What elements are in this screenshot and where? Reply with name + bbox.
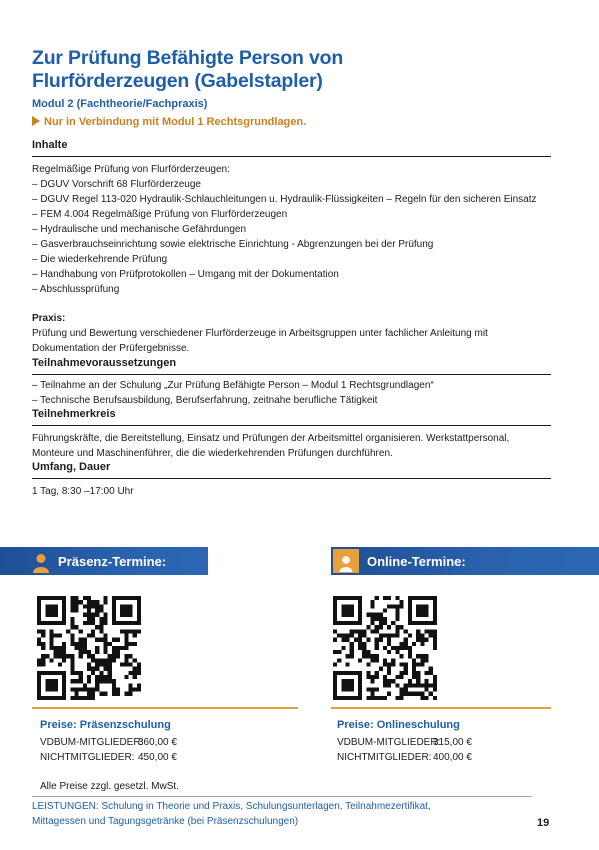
praxis-label: Praxis: [32, 313, 66, 324]
person-icon [333, 549, 359, 573]
prerequisite-note-text: Nur in Verbindung mit Modul 1 Rechtsgrundlagen. [44, 116, 307, 128]
list-item: – Hydraulische und mechanische Gefährdungen [32, 224, 247, 235]
section-divider [32, 425, 551, 426]
online-termine-label: Online-Termine: [367, 553, 466, 569]
praesenz-termine-banner [0, 547, 208, 575]
price-label: NICHTMITGLIEDER: [40, 752, 135, 763]
list-item: – Die wiederkehrende Prüfung [32, 254, 168, 265]
triangle-arrow-icon [32, 116, 40, 126]
page-number: 19 [537, 817, 550, 829]
price-label: NICHTMITGLIEDER: [337, 752, 432, 763]
price-heading-online: Preise: Onlineschulung [337, 719, 460, 731]
umfang-text: 1 Tag, 8:30 –17:00 Uhr [32, 486, 134, 497]
title-line-2: Flurförderzeugen (Gabelstapler) [32, 70, 323, 92]
list-item: – Technische Berufsausbildung, Berufserfahrung, zeitnahe berufliche Tätigkeit [32, 395, 378, 406]
praxis-text: Prüfung und Bewertung verschiedener Flurförderzeuge in Arbeitsgruppen unter fachlicher Anleitung mit Dokumentation der Prüfergebnisse. [32, 328, 488, 354]
price-value: 360,00 € [138, 737, 177, 748]
list-item: – Gasverbrauchseinrichtung sowie elektrische Einrichtung - Abgrenzungen bei der Prüfung [32, 239, 434, 250]
price-row-nonmember [337, 752, 557, 763]
person-icon [32, 549, 50, 573]
leistungen-line-1: LEISTUNGEN: Schulung in Theorie und Praxis, Schulungsunterlagen, Teilnahmezertifikat, [32, 801, 431, 812]
price-label: VDBUM-MITGLIEDER: [337, 737, 441, 748]
page-title [32, 47, 572, 93]
price-row-nonmember [40, 752, 290, 763]
online-termine-qr-code[interactable] [333, 596, 437, 700]
section-divider [32, 156, 551, 157]
list-item: – DGUV Vorschrift 68 Flurförderzeuge [32, 179, 201, 190]
price-divider [331, 707, 551, 709]
prerequisite-note [32, 116, 306, 128]
price-row-member [337, 737, 557, 748]
praesenz-termine-label: Präsenz-Termine: [58, 553, 167, 569]
title-line-1: Zur Prüfung Befähigte Person von [32, 47, 344, 69]
section-heading-umfang: Umfang, Dauer [32, 461, 111, 473]
leistungen-line-2: Mittagessen und Tagungsgetränke (bei Präsenzschulungen) [32, 816, 299, 827]
praxis-block [32, 311, 552, 356]
vat-note: Alle Preise zzgl. gesetzl. MwSt. [40, 781, 179, 792]
price-value: 450,00 € [138, 752, 177, 763]
teilnehmerkreis-text: Führungskräfte, die Bereitstellung, Einsatz und Prüfungen der Arbeitsmittel organisieren. Werkstattpersonal, Monteure und Maschinenführer, die die wiederkehrenden Prüfungen durchführen. [32, 433, 510, 459]
section-heading-inhalte: Inhalte [32, 139, 68, 151]
praesenz-termine-qr-code[interactable] [37, 596, 141, 700]
list-item: – FEM 4.004 Regelmäßige Prüfung von Flurförderzeugen [32, 209, 288, 220]
section-divider [32, 374, 551, 375]
list-item: – DGUV Regel 113-020 Hydraulik-Schlauchleitungen u. Hydraulik-Flüssigkeiten – Regeln für den sicheren Einsatz [32, 194, 537, 205]
price-value: 400,00 € [433, 752, 472, 763]
price-divider [32, 707, 298, 709]
list-item: – Teilnahme an der Schulung „Zur Prüfung Befähigte Person – Modul 1 Rechtsgrundlagen“ [32, 380, 434, 391]
list-item: – Handhabung von Prüfprotokollen – Umgang mit der Dokumentation [32, 269, 339, 280]
section-heading-teilnahmevoraussetzungen: Teilnahmevoraussetzungen [32, 357, 177, 369]
list-item: Regelmäßige Prüfung von Flurförderzeugen: [32, 164, 230, 175]
price-label: VDBUM-MITGLIEDER: [40, 737, 144, 748]
inhalte-list [32, 162, 552, 297]
price-heading-praesenz: Preise: Präsenzschulung [40, 719, 171, 731]
teilnahme-list [32, 378, 552, 408]
section-heading-teilnehmerkreis: Teilnehmerkreis [32, 408, 116, 420]
price-value: 315,00 € [433, 737, 472, 748]
price-row-member [40, 737, 290, 748]
module-subtitle: Modul 2 (Fachtheorie/Fachpraxis) [32, 98, 208, 110]
online-termine-banner [331, 547, 599, 575]
leistungen-footer [32, 796, 532, 829]
list-item: – Abschlussprüfung [32, 284, 120, 295]
section-divider [32, 478, 551, 479]
